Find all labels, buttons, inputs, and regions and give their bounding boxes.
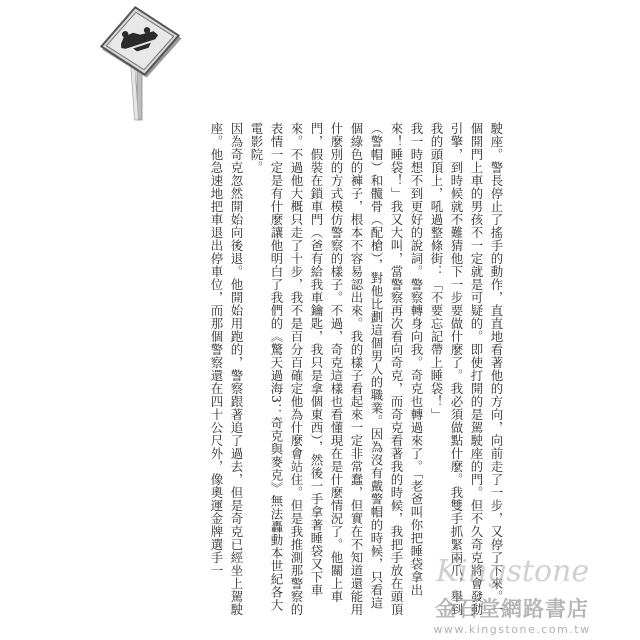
paragraph: 我一時想不到更好的說詞。警察轉身向我。奇克也轉過來了。「老爸叫你把睡袋拿出來！睡袋！」我又大叫，當警察再次看向奇克，而奇克看著我的時候，我把手放在頭頂（警帽）和髖骨（配槍），對他比劃這個男人的職業。因為沒有戴警帽的時候，只看這個綠色的褲子，根本不容易認出來。我的樣子看起來一定非常蠢，但實在不知道還能用什麼別的方式模仿警察的樣子。不過，奇克這樣也看懂現在是什麼情況了。他關上車門，假裝在鎖車門（爸有給我車鑰匙，我只是拿個東西），然後一手拿著睡袋又下車來。不過他大概只走了十步，我不是百分百確定他為什麼會站住。但是我推測那警察的表情一定是有什麼讓他明白了我們的《驚天過海3：奇克與麥克》無法轟動本世紀各大電影院。: [249, 122, 424, 616]
watermark-logo: Kingstone: [436, 554, 590, 589]
watermark-store-name: 金石堂網路書店: [435, 596, 589, 621]
road-sign-car-icon: [96, 4, 192, 122]
vertical-text-body: [136, 122, 506, 622]
paragraph: 因為奇克忽然開始向後退。他開始用跑的，警察跟著追了過去，但是奇克已經坐上駕駛座。他急速地把車退出停車位，而那個警察還在四十公尺外，像奧運金牌選手一: [209, 122, 244, 616]
paragraph: 駛座。警長停止了搖手的動作，直直地看著他的方向，向前走了一步，又停了下來。一個開門上車的男孩不一定就是可疑的。即使打開的是駕駛座的門。但不久奇克將會發動引擎，到時候就不難猜他下一步要做什麼了。我必須做點什麼。我雙手抓緊兩爪，舉到我的頭頂上，吼過整條街：「不要忘記帶上睡袋！」: [429, 122, 504, 616]
watermark-url: www.kingstone.com.tw: [433, 623, 591, 636]
road-sign-illustration: [96, 4, 192, 122]
